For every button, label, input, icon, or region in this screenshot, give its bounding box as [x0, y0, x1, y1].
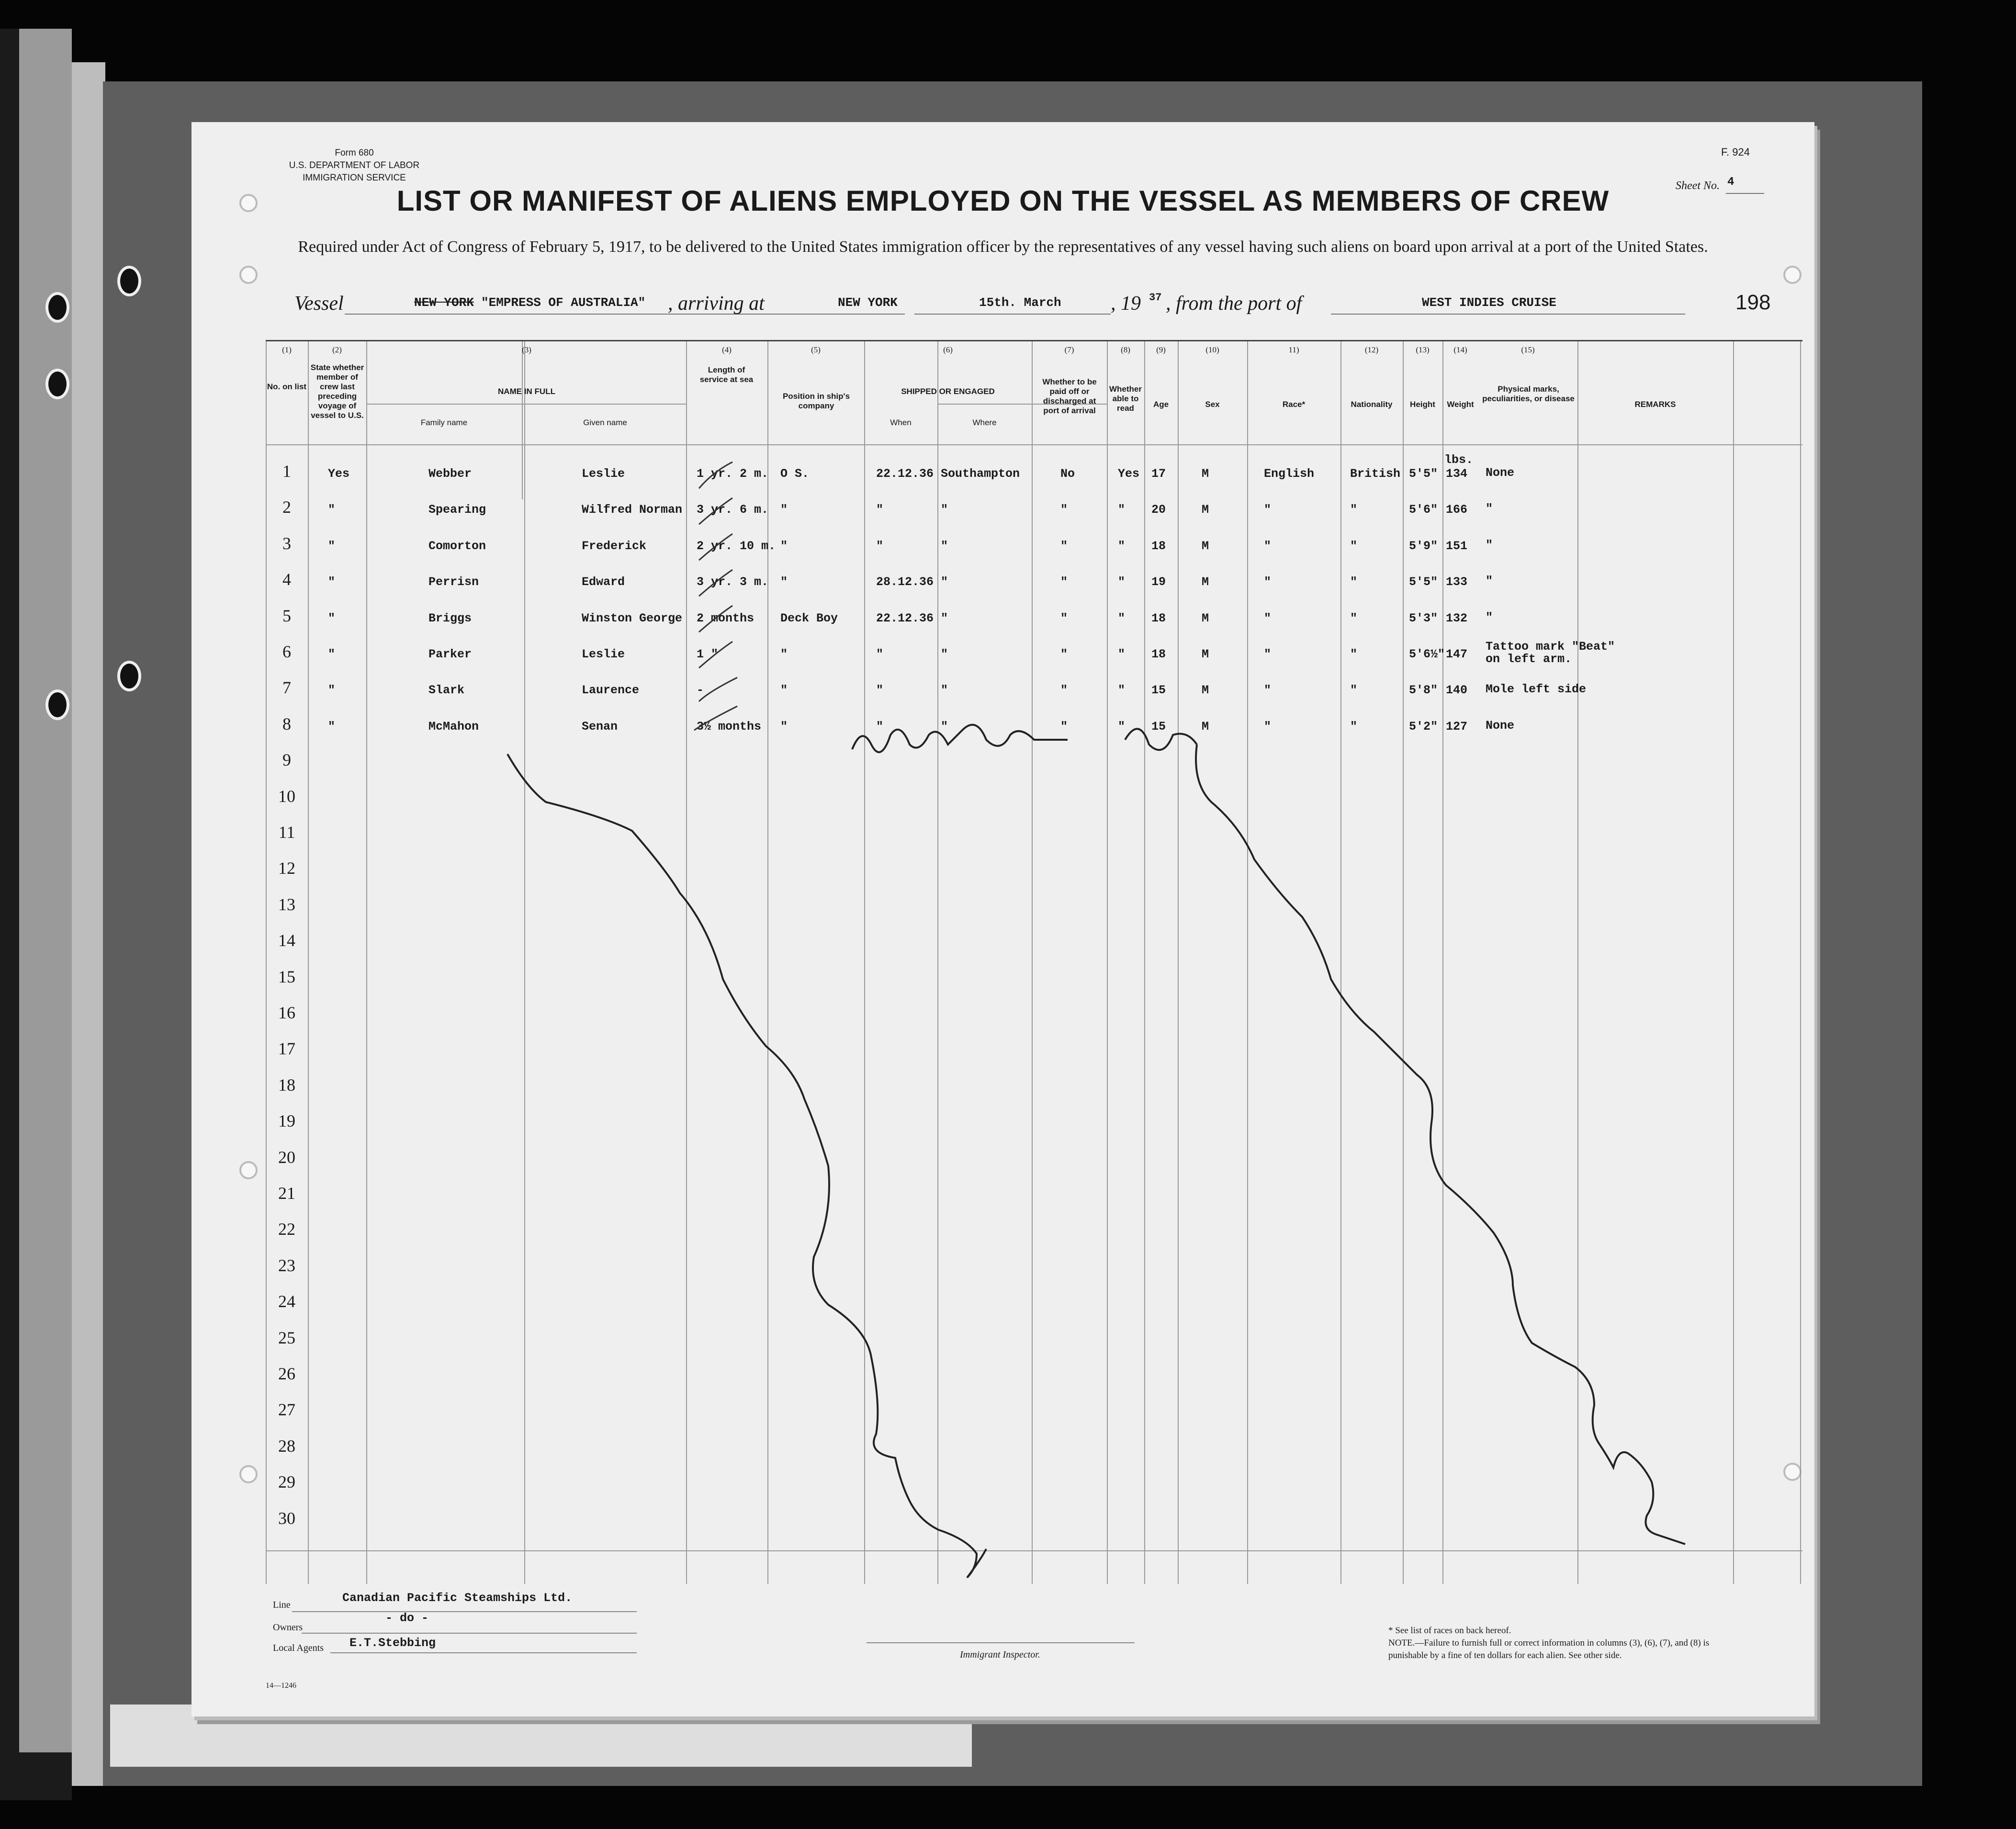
cell-crew-previous-voyage: " [328, 647, 336, 661]
header-length-of-service: Length of service at sea [699, 365, 754, 384]
cell-length-of-service: 1 " [697, 647, 719, 661]
binder-hole [45, 292, 69, 323]
cell-sex: M [1202, 719, 1209, 734]
header-crew-voyage: State whether member of crew last preceding voyage of vessel to U.S. [310, 363, 364, 420]
cell-shipped-when: " [876, 503, 884, 517]
agents-label: Local Agents [273, 1643, 324, 1653]
cell-sex: M [1202, 683, 1209, 698]
cell-crew-previous-voyage: " [328, 719, 336, 734]
row-number: 5 [282, 606, 291, 625]
cell-weight: 140 [1446, 683, 1468, 698]
cell-age: 18 [1151, 647, 1166, 661]
from-port: WEST INDIES CRUISE [1422, 295, 1556, 310]
weight-unit: lbs. [1444, 453, 1474, 467]
cell-height: 5'3" [1409, 611, 1438, 625]
cell-crew-previous-voyage: " [328, 575, 336, 589]
row-bracket-stroke [694, 462, 737, 730]
binder-hole [45, 369, 69, 399]
signature-scrawl [852, 725, 1197, 752]
department-name: U.S. DEPARTMENT OF LABOR [289, 160, 420, 170]
column-number: 11) [1288, 345, 1299, 354]
cell-crew-previous-voyage: " [328, 683, 336, 698]
cell-given-name: Leslie [582, 467, 625, 481]
cell-given-name: Edward [582, 575, 625, 589]
row-number: 21 [278, 1184, 295, 1203]
cell-shipped-where: " [941, 719, 948, 734]
column-number: (15) [1521, 345, 1535, 354]
cell-family-name: Comorton [428, 539, 486, 553]
header-where: Where [972, 418, 997, 427]
requirement-text: Required under Act of Congress of February 5, 1917, to be delivered to the United States immigration officer by the representatives of any vessel having such aliens on board upon arrival at a port of the United States. [298, 238, 1708, 256]
cell-shipped-where: " [941, 647, 948, 661]
arrival-date: 15th. March [979, 295, 1061, 310]
header-remarks: REMARKS [1634, 400, 1676, 409]
cell-age: 20 [1151, 503, 1166, 517]
race-note: * See list of races on back hereof. [1388, 1626, 1511, 1636]
row-number: 24 [278, 1292, 295, 1311]
cell-race: " [1264, 611, 1272, 625]
cell-paid-off: " [1060, 683, 1068, 698]
cell-shipped-when: 28.12.36 [876, 575, 934, 589]
cell-shipped-where: " [941, 683, 948, 698]
cell-length-of-service: 2 yr. 10 m. [697, 539, 776, 553]
cell-physical-marks: None [1486, 718, 1515, 733]
row-number: 20 [278, 1147, 295, 1167]
cell-weight: 147 [1446, 647, 1468, 661]
cell-family-name: Webber [428, 467, 472, 481]
cell-sex: M [1202, 539, 1209, 553]
row-number: 16 [278, 1003, 295, 1022]
inspector-label: Immigrant Inspector. [960, 1649, 1040, 1660]
handwriting-overlay [191, 122, 1814, 1716]
cell-shipped-where: Southampton [941, 467, 1020, 481]
cell-age: 15 [1151, 683, 1166, 698]
cell-race: English [1264, 467, 1315, 481]
owners-value: - do - [385, 1611, 429, 1625]
cell-family-name: Spearing [428, 503, 486, 517]
cell-given-name: Winston George [582, 611, 683, 625]
cell-paid-off: " [1060, 575, 1068, 589]
row-number: 3 [282, 533, 291, 553]
column-number: (13) [1416, 345, 1430, 354]
header-position: Position in ship's company [782, 392, 850, 410]
cell-family-name: Parker [428, 647, 472, 661]
cell-position: O S. [780, 467, 810, 481]
cell-position: " [780, 503, 788, 517]
header-shipped-engaged: SHIPPED OR ENGAGED [901, 387, 995, 396]
cell-nationality: " [1350, 683, 1358, 698]
cell-race: " [1264, 719, 1272, 734]
cell-height: 5'6" [1409, 503, 1438, 517]
row-number: 29 [278, 1472, 295, 1492]
cell-physical-marks: " [1486, 502, 1493, 516]
cell-able-to-read: " [1118, 503, 1126, 517]
row-number: 18 [278, 1075, 295, 1095]
cell-age: 17 [1151, 467, 1166, 481]
row-number: 6 [282, 642, 291, 661]
column-number: (4) [722, 345, 732, 354]
row-number: 19 [278, 1111, 295, 1131]
header-paid-off: Whether to be paid off or discharged at port of arrival [1042, 377, 1097, 415]
cell-physical-marks: " [1486, 538, 1493, 552]
cell-able-to-read: " [1118, 719, 1126, 734]
header-race: Race* [1282, 400, 1306, 409]
cell-family-name: McMahon [428, 719, 479, 734]
cell-family-name: Briggs [428, 611, 472, 625]
cell-paid-off: " [1060, 611, 1068, 625]
row-number: 12 [278, 858, 295, 878]
arriving-label: , arriving at [668, 293, 765, 315]
vessel-struck-text: NEW YORK [414, 295, 474, 310]
cell-length-of-service: 3½ months [697, 719, 762, 734]
cell-age: 18 [1151, 539, 1166, 553]
cell-able-to-read: Yes [1118, 467, 1140, 481]
agents-value: E.T.Stebbing [349, 1636, 436, 1650]
year-value: 37 [1149, 292, 1162, 304]
cell-sex: M [1202, 503, 1209, 517]
cell-shipped-when: " [876, 683, 884, 698]
cell-shipped-when: " [876, 539, 884, 553]
inspector-rule [867, 1642, 1135, 1643]
form-number: Form 680 [335, 148, 374, 158]
cell-position: " [780, 575, 788, 589]
cell-sex: M [1202, 647, 1209, 661]
cell-sex: M [1202, 611, 1209, 625]
cell-shipped-where: " [941, 611, 948, 625]
column-number: (9) [1156, 345, 1166, 354]
cell-able-to-read: " [1118, 647, 1126, 661]
header-nationality: Nationality [1351, 400, 1393, 409]
line-value: Canadian Pacific Steamships Ltd. [342, 1591, 573, 1605]
row-number: 1 [282, 462, 291, 481]
cell-age: 15 [1151, 719, 1166, 734]
header-physical-marks: Physical marks, peculiarities, or disease [1482, 384, 1575, 403]
row-number: 11 [278, 823, 295, 842]
cell-paid-off: " [1060, 719, 1068, 734]
cell-physical-marks: None [1486, 466, 1515, 480]
header-name-in-full: NAME IN FULL [498, 387, 555, 396]
column-number: (3) [522, 345, 531, 354]
cell-height: 5'9" [1409, 539, 1438, 553]
cell-able-to-read: " [1118, 539, 1126, 553]
owners-label: Owners [273, 1622, 303, 1633]
header-no-on-list: No. on list [267, 382, 307, 391]
cell-crew-previous-voyage: " [328, 611, 336, 625]
cell-weight: 132 [1446, 611, 1468, 625]
cell-shipped-when: 22.12.36 [876, 611, 934, 625]
from-port-label: , from the port of [1166, 293, 1302, 315]
fine-note: NOTE.—Failure to furnish full or correct information in columns (3), (6), (7), and (8) is punishable by a fine of ten dollars for each alien. See other side. [1388, 1638, 1710, 1660]
row-number: 22 [278, 1219, 295, 1239]
row-number: 15 [278, 967, 295, 986]
column-number: (12) [1364, 345, 1379, 354]
cell-family-name: Perrisn [428, 575, 479, 589]
header-given-name: Given name [583, 418, 627, 427]
cell-shipped-when: 22.12.36 [876, 467, 934, 481]
cell-position: " [780, 539, 788, 553]
cell-paid-off: " [1060, 503, 1068, 517]
cell-position: " [780, 647, 788, 661]
header-family-name: Family name [420, 418, 468, 427]
cell-shipped-where: " [941, 575, 948, 589]
cell-shipped-where: " [941, 503, 948, 517]
cell-race: " [1264, 647, 1272, 661]
vessel-name: "EMPRESS OF AUSTRALIA" [481, 295, 646, 310]
cancellation-line-left [507, 754, 986, 1578]
cell-paid-off: " [1060, 539, 1068, 553]
cell-physical-marks: Mole left side [1486, 682, 1587, 697]
cell-nationality: " [1350, 539, 1358, 553]
column-number: (2) [332, 345, 342, 354]
cell-given-name: Frederick [582, 539, 647, 553]
cell-age: 19 [1151, 575, 1166, 589]
header-weight: Weight [1447, 400, 1474, 409]
arriving-port: NEW YORK [838, 295, 898, 310]
cell-nationality: " [1350, 719, 1358, 734]
cell-nationality: " [1350, 575, 1358, 589]
row-number: 4 [282, 570, 291, 589]
cell-family-name: Slark [428, 683, 465, 698]
cell-paid-off: No [1060, 467, 1075, 481]
cell-position: " [780, 719, 788, 734]
row-number: 14 [278, 931, 295, 950]
cell-race: " [1264, 539, 1272, 553]
cell-able-to-read: " [1118, 611, 1126, 625]
cancellation-line-right [1196, 745, 1685, 1544]
cell-sex: M [1202, 467, 1209, 481]
cell-physical-marks: Tattoo mark "Beat" on left arm. [1486, 640, 1615, 666]
header-able-to-read: Whether able to read [1109, 384, 1142, 413]
column-number: (10) [1205, 345, 1219, 354]
cell-length-of-service: 1 yr. 2 m. [697, 467, 769, 481]
cell-paid-off: " [1060, 647, 1068, 661]
row-number: 23 [278, 1255, 295, 1275]
line-rule [292, 1611, 637, 1612]
row-number: 7 [282, 678, 291, 698]
cell-sex: M [1202, 575, 1209, 589]
cell-height: 5'5" [1409, 575, 1438, 589]
sheet-label: Sheet No. [1676, 180, 1720, 192]
cell-height: 5'6½" [1409, 647, 1445, 661]
owners-rule [302, 1633, 637, 1634]
cell-able-to-read: " [1118, 575, 1126, 589]
sheet-number: 4 [1727, 176, 1734, 189]
row-number: 28 [278, 1436, 295, 1456]
print-code: 14—1246 [266, 1682, 296, 1690]
column-number: (7) [1064, 345, 1074, 354]
column-number: (6) [943, 345, 953, 354]
cell-nationality: " [1350, 503, 1358, 517]
cell-weight: 134 [1446, 467, 1468, 481]
vessel-label: Vessel [294, 293, 344, 315]
cell-crew-previous-voyage: Yes [328, 467, 350, 481]
line-label: Line [273, 1600, 291, 1610]
cell-given-name: Laurence [582, 683, 640, 698]
cell-position: " [780, 683, 788, 698]
page-title: LIST OR MANIFEST OF ALIENS EMPLOYED ON THE VESSEL AS MEMBERS OF CREW [396, 185, 1610, 217]
service-name: IMMIGRATION SERVICE [303, 173, 406, 183]
column-number: (8) [1121, 345, 1130, 354]
cell-weight: 166 [1446, 503, 1468, 517]
header-when: When [890, 418, 912, 427]
cell-weight: 127 [1446, 719, 1468, 734]
cell-height: 5'2" [1409, 719, 1438, 734]
cell-length-of-service: 3 yr. 6 m. [697, 503, 769, 517]
cell-age: 18 [1151, 611, 1166, 625]
header-sex: Sex [1205, 400, 1220, 409]
row-number: 27 [278, 1400, 295, 1420]
cell-nationality: " [1350, 647, 1358, 661]
cell-given-name: Senan [582, 719, 618, 734]
cell-height: 5'8" [1409, 683, 1438, 698]
cell-physical-marks: " [1486, 574, 1493, 588]
cell-race: " [1264, 683, 1272, 698]
header-height: Height [1410, 400, 1435, 409]
cell-crew-previous-voyage: " [328, 503, 336, 517]
cell-weight: 133 [1446, 575, 1468, 589]
header-age: Age [1153, 400, 1169, 409]
cell-nationality: " [1350, 611, 1358, 625]
binder-hole [117, 266, 141, 296]
manifest-page [191, 122, 1814, 1716]
cell-height: 5'5" [1409, 467, 1438, 481]
binder-strip [19, 29, 72, 1752]
column-number: (5) [811, 345, 821, 354]
cell-shipped-when: " [876, 719, 884, 734]
column-number: (14) [1453, 345, 1467, 354]
row-number: 13 [278, 894, 295, 914]
cell-shipped-where: " [941, 539, 948, 553]
cell-given-name: Leslie [582, 647, 625, 661]
cell-physical-marks: " [1486, 610, 1493, 624]
binder-edge [72, 62, 105, 1786]
row-number: 8 [282, 714, 291, 734]
cell-able-to-read: " [1118, 683, 1126, 698]
binder-hole [117, 661, 141, 691]
row-number: 9 [282, 750, 291, 770]
agents-rule [330, 1652, 637, 1653]
cell-length-of-service: - [697, 683, 704, 698]
year-prefix: , 19 [1111, 293, 1141, 315]
cell-length-of-service: 3 yr. 3 m. [697, 575, 769, 589]
row-number: 10 [278, 786, 295, 806]
row-number: 2 [282, 497, 291, 517]
row-number: 26 [278, 1364, 295, 1383]
cell-crew-previous-voyage: " [328, 539, 336, 553]
cell-shipped-when: " [876, 647, 884, 661]
column-number: (1) [282, 345, 292, 354]
row-number: 17 [278, 1039, 295, 1059]
cell-position: Deck Boy [780, 611, 838, 625]
cell-race: " [1264, 503, 1272, 517]
cell-length-of-service: 2 months [697, 611, 755, 625]
binder-hole [45, 689, 69, 720]
cell-weight: 151 [1446, 539, 1468, 553]
cell-given-name: Wilfred Norman [582, 503, 683, 517]
cell-race: " [1264, 575, 1272, 589]
cell-nationality: British [1350, 467, 1401, 481]
page-number: 198 [1735, 291, 1771, 314]
f-number: F. 924 [1721, 146, 1750, 158]
row-number: 25 [278, 1328, 295, 1347]
row-number: 30 [278, 1508, 295, 1528]
